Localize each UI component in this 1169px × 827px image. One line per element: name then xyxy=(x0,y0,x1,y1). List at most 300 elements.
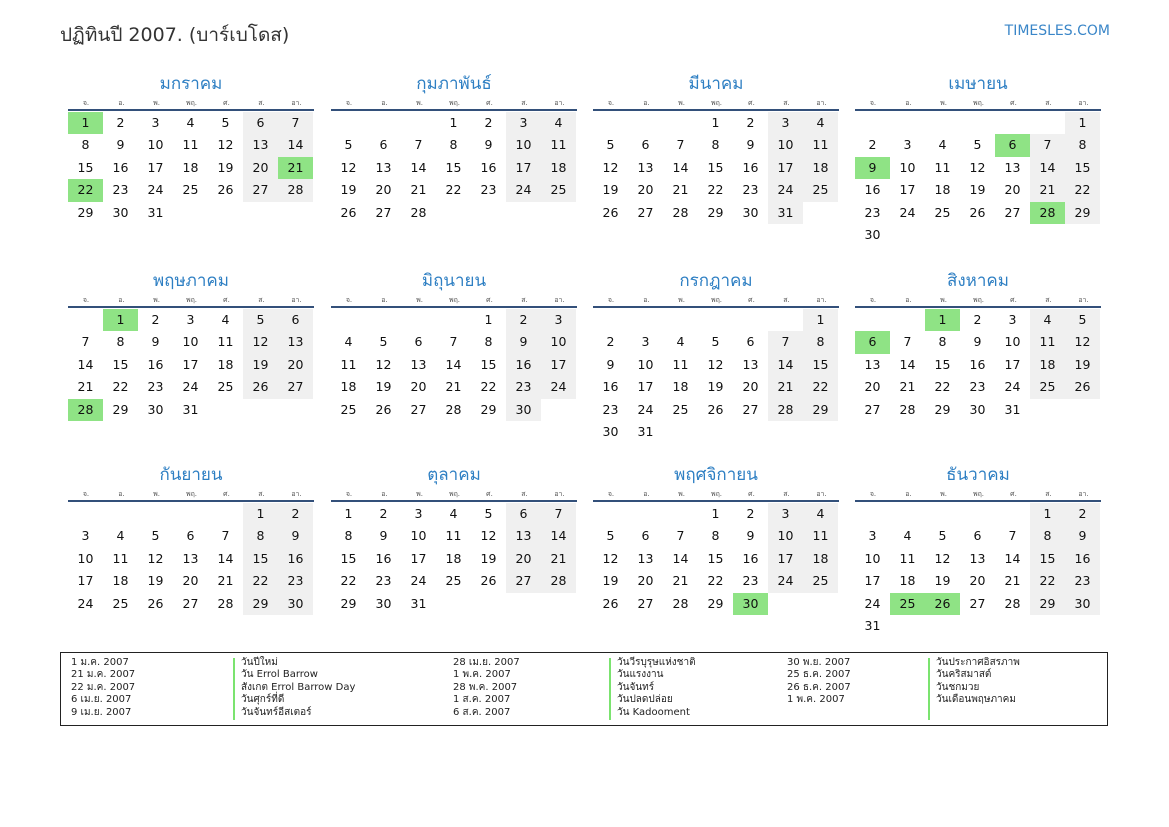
day-cell[interactable]: 21 xyxy=(672,182,689,198)
day-cell[interactable]: 31 xyxy=(768,202,803,224)
day-cell[interactable]: 30 xyxy=(969,401,986,417)
day-cell[interactable]: 8 xyxy=(116,334,125,350)
day-cell[interactable]: 25 xyxy=(217,379,234,395)
day-cell[interactable]: 10 xyxy=(182,334,199,350)
day-cell[interactable]: 16 xyxy=(375,550,392,566)
day-cell[interactable]: 7 xyxy=(414,137,423,153)
day-cell[interactable]: 1 xyxy=(449,115,458,130)
day-cell[interactable]: 24 xyxy=(77,595,94,611)
day-cell[interactable]: 14 xyxy=(410,159,427,175)
day-cell[interactable]: 21 xyxy=(410,182,427,198)
day-cell[interactable]: 16 xyxy=(112,159,129,175)
day-cell[interactable]: 31 xyxy=(147,204,164,220)
day-cell[interactable]: 13 xyxy=(637,159,654,175)
day-cell[interactable]: 7 xyxy=(768,331,803,353)
day-cell[interactable]: 27 xyxy=(637,595,654,611)
day-cell[interactable]: 21 xyxy=(1004,573,1021,589)
day-cell[interactable]: 1 xyxy=(803,309,838,331)
day-cell[interactable]: 19 xyxy=(480,550,497,566)
day-cell[interactable]: 4 xyxy=(676,334,685,350)
day-cell[interactable]: 7 xyxy=(1008,528,1017,544)
day-cell[interactable]: 21 xyxy=(899,379,916,395)
day-cell[interactable]: 2 xyxy=(116,115,125,130)
day-cell[interactable]: 12 xyxy=(602,550,619,566)
day-cell[interactable]: 24 xyxy=(506,179,541,201)
holiday-day[interactable]: 21 xyxy=(278,157,313,179)
day-cell[interactable]: 8 xyxy=(449,137,458,153)
day-cell[interactable]: 29 xyxy=(1065,202,1100,224)
day-cell[interactable]: 11 xyxy=(217,334,234,350)
day-cell[interactable]: 5 xyxy=(344,137,353,153)
day-cell[interactable]: 29 xyxy=(934,401,951,417)
day-cell[interactable]: 22 xyxy=(243,570,278,592)
day-cell[interactable]: 17 xyxy=(541,354,576,376)
day-cell[interactable]: 25 xyxy=(340,401,357,417)
day-cell[interactable]: 27 xyxy=(1004,204,1021,220)
day-cell[interactable]: 2 xyxy=(868,137,877,153)
holiday-day[interactable]: 28 xyxy=(68,399,103,421)
day-cell[interactable]: 29 xyxy=(1030,593,1065,615)
day-cell[interactable]: 25 xyxy=(182,182,199,198)
day-cell[interactable]: 24 xyxy=(147,182,164,198)
day-cell[interactable]: 6 xyxy=(414,334,423,350)
day-cell[interactable]: 18 xyxy=(1030,354,1065,376)
day-cell[interactable]: 2 xyxy=(746,115,755,130)
day-cell[interactable]: 19 xyxy=(1065,354,1100,376)
day-cell[interactable]: 23 xyxy=(602,401,619,417)
day-cell[interactable]: 19 xyxy=(243,354,278,376)
day-cell[interactable]: 30 xyxy=(602,423,619,439)
day-cell[interactable]: 12 xyxy=(375,356,392,372)
day-cell[interactable]: 26 xyxy=(217,182,234,198)
day-cell[interactable]: 24 xyxy=(410,573,427,589)
day-cell[interactable]: 20 xyxy=(864,379,881,395)
day-cell[interactable]: 5 xyxy=(221,115,230,130)
day-cell[interactable]: 11 xyxy=(1030,331,1065,353)
day-cell[interactable]: 14 xyxy=(445,356,462,372)
day-cell[interactable]: 27 xyxy=(864,401,881,417)
day-cell[interactable]: 26 xyxy=(480,573,497,589)
day-cell[interactable]: 9 xyxy=(1065,525,1100,547)
day-cell[interactable]: 12 xyxy=(243,331,278,353)
day-cell[interactable]: 17 xyxy=(182,356,199,372)
day-cell[interactable]: 31 xyxy=(182,401,199,417)
day-cell[interactable]: 18 xyxy=(182,159,199,175)
day-cell[interactable]: 26 xyxy=(602,204,619,220)
day-cell[interactable]: 23 xyxy=(278,570,313,592)
day-cell[interactable]: 25 xyxy=(1030,376,1065,398)
day-cell[interactable]: 18 xyxy=(217,356,234,372)
day-cell[interactable]: 20 xyxy=(969,573,986,589)
holiday-day[interactable]: 1 xyxy=(68,112,103,134)
day-cell[interactable]: 24 xyxy=(637,401,654,417)
day-cell[interactable]: 9 xyxy=(116,137,125,153)
day-cell[interactable]: 10 xyxy=(147,137,164,153)
holiday-day[interactable]: 26 xyxy=(925,593,960,615)
day-cell[interactable]: 13 xyxy=(506,525,541,547)
day-cell[interactable]: 24 xyxy=(899,204,916,220)
day-cell[interactable]: 26 xyxy=(602,595,619,611)
day-cell[interactable]: 18 xyxy=(112,573,129,589)
day-cell[interactable]: 7 xyxy=(676,528,685,544)
day-cell[interactable]: 24 xyxy=(768,179,803,201)
day-cell[interactable]: 18 xyxy=(803,157,838,179)
day-cell[interactable]: 13 xyxy=(969,550,986,566)
day-cell[interactable]: 23 xyxy=(480,182,497,198)
day-cell[interactable]: 7 xyxy=(449,334,458,350)
day-cell[interactable]: 4 xyxy=(903,528,912,544)
day-cell[interactable]: 20 xyxy=(742,379,759,395)
day-cell[interactable]: 20 xyxy=(182,573,199,589)
day-cell[interactable]: 20 xyxy=(375,182,392,198)
day-cell[interactable]: 11 xyxy=(112,550,129,566)
day-cell[interactable]: 19 xyxy=(969,182,986,198)
day-cell[interactable]: 7 xyxy=(221,528,230,544)
day-cell[interactable]: 7 xyxy=(81,334,90,350)
day-cell[interactable]: 15 xyxy=(112,356,129,372)
day-cell[interactable]: 22 xyxy=(1030,570,1065,592)
day-cell[interactable]: 19 xyxy=(602,573,619,589)
day-cell[interactable]: 26 xyxy=(969,204,986,220)
day-cell[interactable]: 14 xyxy=(1004,550,1021,566)
day-cell[interactable]: 12 xyxy=(147,550,164,566)
day-cell[interactable]: 8 xyxy=(243,525,278,547)
day-cell[interactable]: 17 xyxy=(147,159,164,175)
day-cell[interactable]: 19 xyxy=(147,573,164,589)
day-cell[interactable]: 22 xyxy=(1065,179,1100,201)
day-cell[interactable]: 15 xyxy=(934,356,951,372)
day-cell[interactable]: 15 xyxy=(707,159,724,175)
day-cell[interactable]: 15 xyxy=(77,159,94,175)
day-cell[interactable]: 6 xyxy=(641,528,650,544)
day-cell[interactable]: 3 xyxy=(1008,312,1017,327)
day-cell[interactable]: 28 xyxy=(899,401,916,417)
day-cell[interactable]: 4 xyxy=(221,312,230,327)
day-cell[interactable]: 24 xyxy=(1004,379,1021,395)
day-cell[interactable]: 3 xyxy=(151,115,160,130)
day-cell[interactable]: 25 xyxy=(803,570,838,592)
holiday-day[interactable]: 25 xyxy=(890,593,925,615)
day-cell[interactable]: 13 xyxy=(1004,159,1021,175)
day-cell[interactable]: 12 xyxy=(707,356,724,372)
site-link[interactable]: TIMESLES.COM xyxy=(1004,23,1110,39)
day-cell[interactable]: 28 xyxy=(672,204,689,220)
day-cell[interactable]: 11 xyxy=(803,525,838,547)
day-cell[interactable]: 24 xyxy=(768,570,803,592)
day-cell[interactable]: 10 xyxy=(410,528,427,544)
day-cell[interactable]: 30 xyxy=(278,593,313,615)
day-cell[interactable]: 28 xyxy=(278,179,313,201)
day-cell[interactable]: 15 xyxy=(445,159,462,175)
day-cell[interactable]: 26 xyxy=(243,376,278,398)
day-cell[interactable]: 16 xyxy=(147,356,164,372)
day-cell[interactable]: 23 xyxy=(969,379,986,395)
day-cell[interactable]: 19 xyxy=(934,573,951,589)
day-cell[interactable]: 16 xyxy=(602,379,619,395)
day-cell[interactable]: 31 xyxy=(410,595,427,611)
day-cell[interactable]: 9 xyxy=(973,334,982,350)
day-cell[interactable]: 17 xyxy=(864,573,881,589)
day-cell[interactable]: 3 xyxy=(768,503,803,525)
day-cell[interactable]: 19 xyxy=(707,379,724,395)
day-cell[interactable]: 12 xyxy=(602,159,619,175)
day-cell[interactable]: 15 xyxy=(340,550,357,566)
day-cell[interactable]: 28 xyxy=(672,595,689,611)
day-cell[interactable]: 20 xyxy=(637,182,654,198)
day-cell[interactable]: 30 xyxy=(506,399,541,421)
day-cell[interactable]: 16 xyxy=(506,354,541,376)
day-cell[interactable]: 6 xyxy=(278,309,313,331)
day-cell[interactable]: 29 xyxy=(707,204,724,220)
day-cell[interactable]: 21 xyxy=(77,379,94,395)
day-cell[interactable]: 13 xyxy=(742,356,759,372)
day-cell[interactable]: 29 xyxy=(243,593,278,615)
day-cell[interactable]: 19 xyxy=(375,379,392,395)
day-cell[interactable]: 29 xyxy=(707,595,724,611)
day-cell[interactable]: 29 xyxy=(77,204,94,220)
day-cell[interactable]: 18 xyxy=(672,379,689,395)
day-cell[interactable]: 6 xyxy=(746,334,755,350)
day-cell[interactable]: 5 xyxy=(711,334,720,350)
day-cell[interactable]: 11 xyxy=(934,159,951,175)
day-cell[interactable]: 26 xyxy=(340,204,357,220)
day-cell[interactable]: 23 xyxy=(864,204,881,220)
day-cell[interactable]: 13 xyxy=(637,550,654,566)
day-cell[interactable]: 22 xyxy=(112,379,129,395)
day-cell[interactable]: 16 xyxy=(278,548,313,570)
day-cell[interactable]: 31 xyxy=(637,423,654,439)
day-cell[interactable]: 19 xyxy=(602,182,619,198)
day-cell[interactable]: 23 xyxy=(112,182,129,198)
day-cell[interactable]: 20 xyxy=(637,573,654,589)
day-cell[interactable]: 20 xyxy=(1004,182,1021,198)
day-cell[interactable]: 6 xyxy=(186,528,195,544)
day-cell[interactable]: 13 xyxy=(864,356,881,372)
day-cell[interactable]: 17 xyxy=(1004,356,1021,372)
day-cell[interactable]: 27 xyxy=(243,179,278,201)
day-cell[interactable]: 27 xyxy=(742,401,759,417)
day-cell[interactable]: 6 xyxy=(641,137,650,153)
day-cell[interactable]: 26 xyxy=(707,401,724,417)
day-cell[interactable]: 15 xyxy=(803,354,838,376)
day-cell[interactable]: 30 xyxy=(112,204,129,220)
day-cell[interactable]: 29 xyxy=(112,401,129,417)
day-cell[interactable]: 17 xyxy=(768,157,803,179)
day-cell[interactable]: 27 xyxy=(506,570,541,592)
day-cell[interactable]: 21 xyxy=(217,573,234,589)
day-cell[interactable]: 6 xyxy=(506,503,541,525)
day-cell[interactable]: 14 xyxy=(278,134,313,156)
day-cell[interactable]: 18 xyxy=(445,550,462,566)
day-cell[interactable]: 27 xyxy=(278,376,313,398)
day-cell[interactable]: 3 xyxy=(768,112,803,134)
day-cell[interactable]: 13 xyxy=(410,356,427,372)
day-cell[interactable]: 21 xyxy=(1030,179,1065,201)
day-cell[interactable]: 14 xyxy=(77,356,94,372)
day-cell[interactable]: 22 xyxy=(340,573,357,589)
day-cell[interactable]: 8 xyxy=(711,528,720,544)
day-cell[interactable]: 26 xyxy=(147,595,164,611)
day-cell[interactable]: 10 xyxy=(768,525,803,547)
day-cell[interactable]: 18 xyxy=(899,573,916,589)
day-cell[interactable]: 19 xyxy=(340,182,357,198)
day-cell[interactable]: 21 xyxy=(445,379,462,395)
day-cell[interactable]: 2 xyxy=(506,309,541,331)
day-cell[interactable]: 10 xyxy=(899,159,916,175)
day-cell[interactable]: 4 xyxy=(449,506,458,521)
day-cell[interactable]: 10 xyxy=(506,134,541,156)
day-cell[interactable]: 25 xyxy=(445,573,462,589)
day-cell[interactable]: 25 xyxy=(672,401,689,417)
day-cell[interactable]: 6 xyxy=(973,528,982,544)
day-cell[interactable]: 30 xyxy=(147,401,164,417)
day-cell[interactable]: 11 xyxy=(182,137,199,153)
day-cell[interactable]: 18 xyxy=(340,379,357,395)
day-cell[interactable]: 20 xyxy=(410,379,427,395)
day-cell[interactable]: 22 xyxy=(480,379,497,395)
day-cell[interactable]: 8 xyxy=(1030,525,1065,547)
day-cell[interactable]: 8 xyxy=(938,334,947,350)
day-cell[interactable]: 3 xyxy=(414,506,423,521)
day-cell[interactable]: 19 xyxy=(217,159,234,175)
day-cell[interactable]: 17 xyxy=(506,157,541,179)
day-cell[interactable]: 13 xyxy=(243,134,278,156)
day-cell[interactable]: 30 xyxy=(864,226,881,242)
day-cell[interactable]: 29 xyxy=(803,399,838,421)
day-cell[interactable]: 18 xyxy=(803,548,838,570)
day-cell[interactable]: 18 xyxy=(541,157,576,179)
day-cell[interactable]: 6 xyxy=(379,137,388,153)
day-cell[interactable]: 1 xyxy=(711,506,720,521)
day-cell[interactable]: 17 xyxy=(637,379,654,395)
day-cell[interactable]: 17 xyxy=(77,573,94,589)
day-cell[interactable]: 4 xyxy=(344,334,353,350)
day-cell[interactable]: 8 xyxy=(344,528,353,544)
day-cell[interactable]: 25 xyxy=(112,595,129,611)
day-cell[interactable]: 7 xyxy=(676,137,685,153)
day-cell[interactable]: 7 xyxy=(903,334,912,350)
day-cell[interactable]: 5 xyxy=(938,528,947,544)
day-cell[interactable]: 9 xyxy=(151,334,160,350)
day-cell[interactable]: 5 xyxy=(151,528,160,544)
day-cell[interactable]: 13 xyxy=(182,550,199,566)
day-cell[interactable]: 16 xyxy=(864,182,881,198)
day-cell[interactable]: 4 xyxy=(803,112,838,134)
day-cell[interactable]: 2 xyxy=(606,334,615,350)
day-cell[interactable]: 5 xyxy=(606,137,615,153)
day-cell[interactable]: 4 xyxy=(938,137,947,153)
day-cell[interactable]: 17 xyxy=(410,550,427,566)
day-cell[interactable]: 14 xyxy=(672,159,689,175)
holiday-day[interactable]: 22 xyxy=(68,179,103,201)
day-cell[interactable]: 15 xyxy=(707,550,724,566)
day-cell[interactable]: 12 xyxy=(969,159,986,175)
day-cell[interactable]: 3 xyxy=(81,528,90,544)
day-cell[interactable]: 7 xyxy=(1030,134,1065,156)
day-cell[interactable]: 1 xyxy=(344,506,353,521)
day-cell[interactable]: 11 xyxy=(803,134,838,156)
day-cell[interactable]: 18 xyxy=(934,182,951,198)
day-cell[interactable]: 14 xyxy=(217,550,234,566)
day-cell[interactable]: 29 xyxy=(480,401,497,417)
day-cell[interactable]: 4 xyxy=(1030,309,1065,331)
holiday-day[interactable]: 28 xyxy=(1030,202,1065,224)
day-cell[interactable]: 3 xyxy=(641,334,650,350)
day-cell[interactable]: 27 xyxy=(637,204,654,220)
day-cell[interactable]: 8 xyxy=(803,331,838,353)
day-cell[interactable]: 23 xyxy=(742,573,759,589)
day-cell[interactable]: 27 xyxy=(969,595,986,611)
day-cell[interactable]: 30 xyxy=(1065,593,1100,615)
day-cell[interactable]: 22 xyxy=(707,573,724,589)
day-cell[interactable]: 27 xyxy=(182,595,199,611)
day-cell[interactable]: 27 xyxy=(375,204,392,220)
day-cell[interactable]: 5 xyxy=(1065,309,1100,331)
day-cell[interactable]: 31 xyxy=(864,617,881,633)
day-cell[interactable]: 21 xyxy=(672,573,689,589)
holiday-day[interactable]: 1 xyxy=(925,309,960,331)
day-cell[interactable]: 31 xyxy=(1004,401,1021,417)
day-cell[interactable]: 2 xyxy=(973,312,982,327)
day-cell[interactable]: 11 xyxy=(340,356,357,372)
day-cell[interactable]: 8 xyxy=(484,334,493,350)
day-cell[interactable]: 16 xyxy=(969,356,986,372)
day-cell[interactable]: 23 xyxy=(1065,570,1100,592)
day-cell[interactable]: 14 xyxy=(899,356,916,372)
day-cell[interactable]: 4 xyxy=(116,528,125,544)
day-cell[interactable]: 2 xyxy=(151,312,160,327)
day-cell[interactable]: 9 xyxy=(278,525,313,547)
day-cell[interactable]: 16 xyxy=(742,550,759,566)
day-cell[interactable]: 25 xyxy=(803,179,838,201)
day-cell[interactable]: 4 xyxy=(186,115,195,130)
day-cell[interactable]: 22 xyxy=(445,182,462,198)
day-cell[interactable]: 5 xyxy=(243,309,278,331)
day-cell[interactable]: 26 xyxy=(375,401,392,417)
day-cell[interactable]: 15 xyxy=(1030,548,1065,570)
day-cell[interactable]: 16 xyxy=(742,159,759,175)
holiday-day[interactable]: 6 xyxy=(855,331,890,353)
day-cell[interactable]: 25 xyxy=(934,204,951,220)
day-cell[interactable]: 28 xyxy=(217,595,234,611)
day-cell[interactable]: 24 xyxy=(541,376,576,398)
day-cell[interactable]: 23 xyxy=(375,573,392,589)
day-cell[interactable]: 10 xyxy=(864,550,881,566)
day-cell[interactable]: 10 xyxy=(541,331,576,353)
day-cell[interactable]: 11 xyxy=(541,134,576,156)
day-cell[interactable]: 11 xyxy=(672,356,689,372)
day-cell[interactable]: 10 xyxy=(637,356,654,372)
day-cell[interactable]: 10 xyxy=(768,134,803,156)
day-cell[interactable]: 1 xyxy=(711,115,720,130)
day-cell[interactable]: 5 xyxy=(606,528,615,544)
day-cell[interactable]: 9 xyxy=(746,528,755,544)
day-cell[interactable]: 22 xyxy=(803,376,838,398)
day-cell[interactable]: 22 xyxy=(707,182,724,198)
day-cell[interactable]: 1 xyxy=(1030,503,1065,525)
day-cell[interactable]: 27 xyxy=(410,401,427,417)
day-cell[interactable]: 12 xyxy=(480,528,497,544)
day-cell[interactable]: 30 xyxy=(742,204,759,220)
day-cell[interactable]: 2 xyxy=(1065,503,1100,525)
day-cell[interactable]: 1 xyxy=(243,503,278,525)
day-cell[interactable]: 4 xyxy=(803,503,838,525)
day-cell[interactable]: 3 xyxy=(541,309,576,331)
day-cell[interactable]: 3 xyxy=(506,112,541,134)
day-cell[interactable]: 3 xyxy=(186,312,195,327)
day-cell[interactable]: 21 xyxy=(768,376,803,398)
day-cell[interactable]: 26 xyxy=(1065,376,1100,398)
